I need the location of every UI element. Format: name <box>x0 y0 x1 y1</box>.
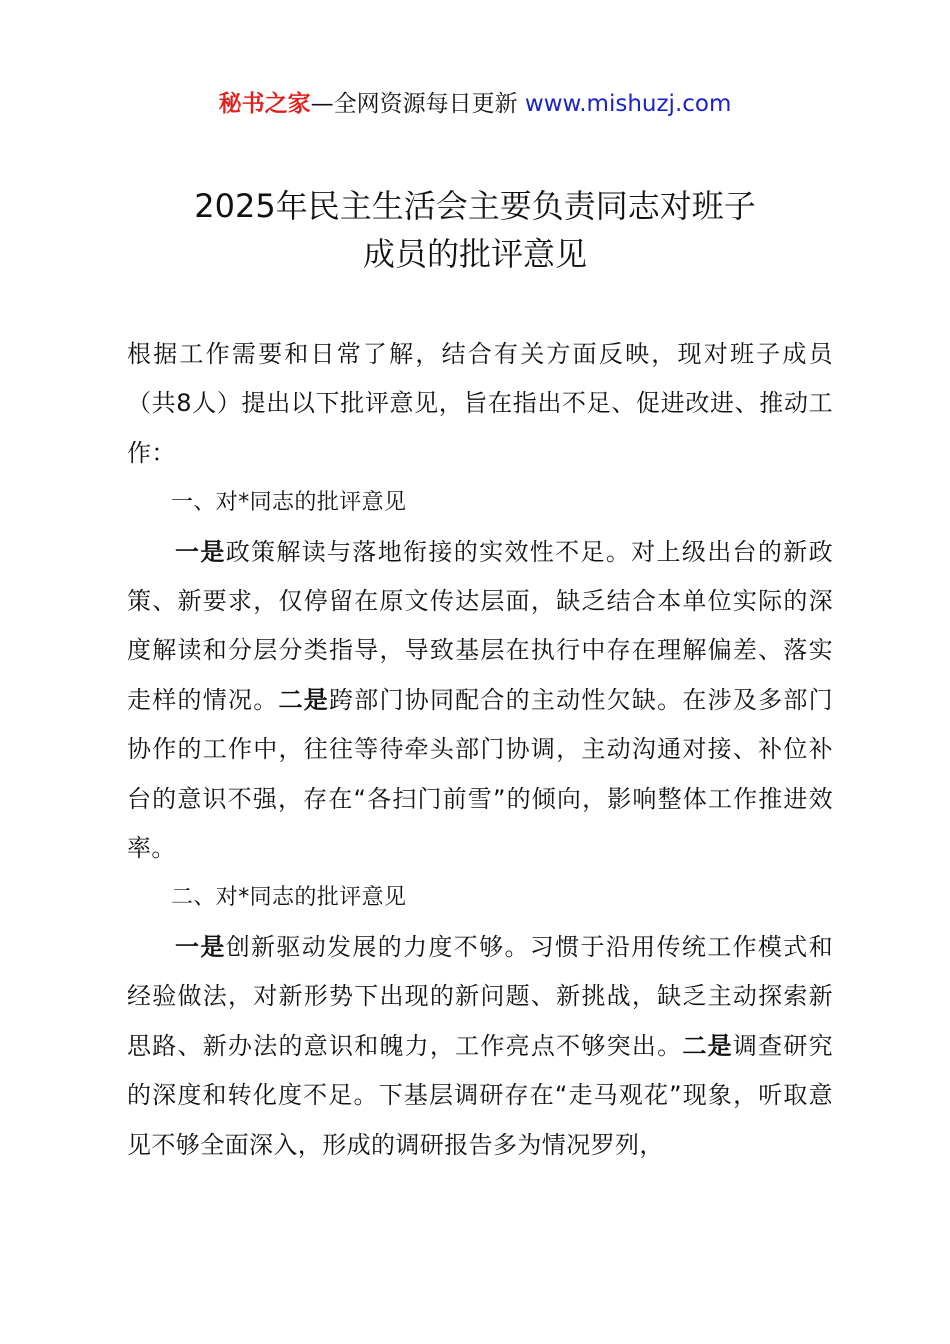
lead-label: 二是 <box>278 685 329 714</box>
paragraph-text: 政策解读与落地衔接的实效性不足。对上级出台的新政策、新要求，仅停留在原文传达层面，缺乏结合本单位实际的深度解读和分层分类指导，导致基层在执行中存在理解偏差、落实走样的情况。 <box>127 537 833 714</box>
section-heading-2: 二、对*同志的批评意见 <box>171 885 407 911</box>
site-banner <box>0 88 950 120</box>
paragraph-text: 创新驱动发展的力度不够。习惯于沿用传统工作模式和经验做法，对新形势下出现的新问题、新挑战，缺乏主动探索新思路、新办法的意识和魄力，工作亮点不够突出。 <box>127 932 833 1060</box>
brand-name: 秘书之家 <box>218 91 311 117</box>
title-line-2: 成员的批评意见 <box>362 235 587 273</box>
lead-label: 一是 <box>175 932 226 961</box>
paragraph-text: 调查研究的深度和转化度不足。下基层调研存在“走马观花”现象，听取意见不够全面深入，形成的调研报告多为情况罗列， <box>127 1031 833 1159</box>
section-paragraph-2 <box>127 923 833 1170</box>
intro-paragraph: 根据工作需要和日常了解，结合有关方面反映，现对班子成员（共8人）提出以下批评意见，旨在指出不足、促进改进、推动工作： <box>127 340 833 467</box>
site-url-link[interactable]: www.mishuzj.com <box>524 91 732 117</box>
lead-label: 一是 <box>175 537 226 566</box>
title-line-1: 2025年民主生活会主要负责同志对班子 <box>194 187 756 225</box>
document-body <box>127 330 833 1170</box>
section-heading-1: 一、对*同志的批评意见 <box>171 490 407 516</box>
lead-label: 二是 <box>682 1031 733 1060</box>
section-paragraph-1 <box>127 528 833 874</box>
banner-tagline: —全网资源每日更新 <box>310 91 525 117</box>
paragraph-text: 跨部门协同配合的主动性欠缺。在涉及多部门协作的工作中，往往等待牵头部门协调，主动沟通对接、补位补台的意识不强，存在“各扫门前雪”的倾向，影响整体工作推进效率。 <box>127 685 833 863</box>
document-title <box>0 182 950 278</box>
